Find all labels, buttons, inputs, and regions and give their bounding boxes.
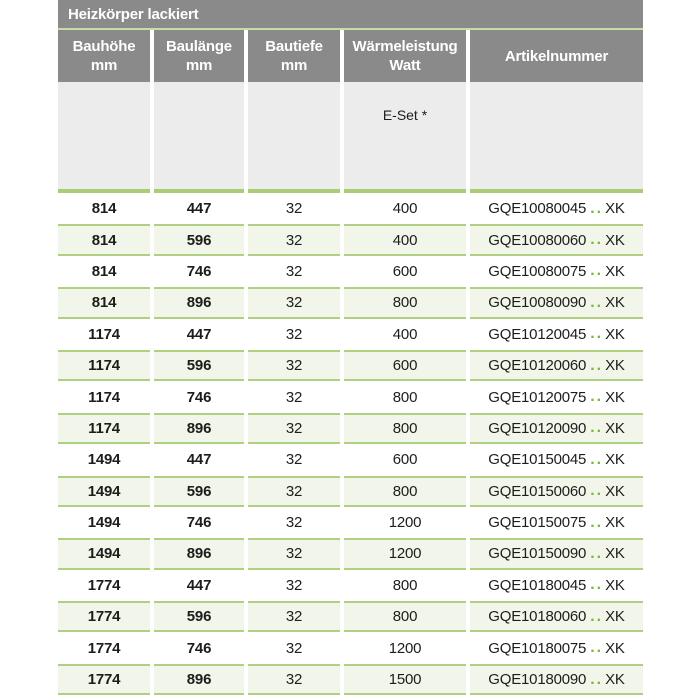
cell-bautiefe: 32	[248, 507, 340, 538]
cell-bautiefe: 32	[248, 381, 340, 412]
cell-baulaenge: 746	[154, 507, 244, 538]
artikel-prefix: GQE10150060	[488, 482, 587, 500]
cell-waermeleistung: 1200	[344, 632, 466, 663]
cell-baulaenge: 746	[154, 381, 244, 412]
table-row	[58, 193, 643, 224]
subheader-cell-eset: E-Set *	[344, 82, 466, 189]
cell-artikelnummer	[470, 350, 643, 381]
artikel-color-dots: ..	[590, 607, 604, 625]
cell-bauhoehe: 1494	[58, 476, 150, 507]
artikel-prefix: GQE10180045	[488, 576, 587, 594]
artikel-suffix: XK	[605, 419, 625, 437]
cell-bautiefe: 32	[248, 601, 340, 632]
cell-artikelnummer	[470, 193, 643, 224]
artikel-prefix: GQE10080060	[488, 231, 587, 249]
cell-artikelnummer	[470, 632, 643, 663]
cell-baulaenge: 447	[154, 444, 244, 475]
cell-bauhoehe: 1174	[58, 350, 150, 381]
artikel-suffix: XK	[605, 671, 625, 689]
column-header-label: Artikelnummer	[504, 47, 609, 65]
column-header-artikelnummer	[470, 30, 643, 82]
cell-waermeleistung: 800	[344, 601, 466, 632]
table-row	[58, 224, 643, 255]
subheader-cell-empty	[154, 82, 244, 189]
cell-artikelnummer	[470, 413, 643, 444]
artikel-prefix: GQE10120075	[488, 388, 587, 406]
cell-baulaenge: 746	[154, 256, 244, 287]
artikel-color-dots: ..	[590, 482, 604, 500]
cell-bautiefe: 32	[248, 256, 340, 287]
cell-waermeleistung: 1500	[344, 664, 466, 695]
cell-bautiefe: 32	[248, 570, 340, 601]
artikel-color-dots: ..	[590, 293, 604, 311]
cell-bauhoehe: 814	[58, 224, 150, 255]
artikel-color-dots: ..	[590, 513, 604, 531]
cell-bautiefe: 32	[248, 287, 340, 318]
column-header-baulaenge	[154, 30, 244, 82]
subheader-row	[58, 82, 643, 189]
cell-bauhoehe: 1774	[58, 632, 150, 663]
artikel-color-dots: ..	[590, 388, 604, 406]
artikel-suffix: XK	[605, 639, 625, 657]
cell-bauhoehe: 814	[58, 193, 150, 224]
table-row	[58, 350, 643, 381]
cell-artikelnummer	[470, 224, 643, 255]
artikel-prefix: GQE10180075	[488, 639, 587, 657]
column-header-unit: mm	[280, 57, 308, 74]
cell-baulaenge: 447	[154, 319, 244, 350]
table-row	[58, 632, 643, 663]
cell-bautiefe: 32	[248, 319, 340, 350]
cell-baulaenge: 447	[154, 570, 244, 601]
cell-bautiefe: 32	[248, 413, 340, 444]
artikel-prefix: GQE10080045	[488, 200, 587, 218]
cell-bautiefe: 32	[248, 664, 340, 695]
cell-artikelnummer	[470, 476, 643, 507]
artikel-prefix: GQE10120090	[488, 419, 587, 437]
artikel-color-dots: ..	[590, 670, 604, 688]
artikel-suffix: XK	[605, 357, 625, 375]
artikel-color-dots: ..	[590, 325, 604, 343]
cell-artikelnummer	[470, 601, 643, 632]
artikel-suffix: XK	[605, 388, 625, 406]
table-row	[58, 507, 643, 538]
cell-bauhoehe: 814	[58, 256, 150, 287]
artikel-suffix: XK	[605, 482, 625, 500]
artikel-prefix: GQE10080090	[488, 294, 587, 312]
cell-bauhoehe: 1774	[58, 570, 150, 601]
cell-artikelnummer	[470, 256, 643, 287]
artikel-color-dots: ..	[590, 262, 604, 280]
cell-artikelnummer	[470, 381, 643, 412]
column-header-unit: mm	[185, 57, 213, 74]
column-header-bautiefe	[248, 30, 340, 82]
artikel-suffix: XK	[605, 262, 625, 280]
cell-artikelnummer	[470, 538, 643, 569]
artikel-color-dots: ..	[590, 544, 604, 562]
cell-artikelnummer	[470, 287, 643, 318]
cell-bauhoehe: 1174	[58, 319, 150, 350]
artikel-prefix: GQE10080075	[488, 262, 587, 280]
artikel-suffix: XK	[605, 514, 625, 532]
column-header-unit: Watt	[389, 57, 421, 74]
artikel-color-dots: ..	[590, 450, 604, 468]
cell-bauhoehe: 1174	[58, 381, 150, 412]
cell-waermeleistung: 800	[344, 413, 466, 444]
artikel-prefix: GQE10120060	[488, 357, 587, 375]
artikel-prefix: GQE10150090	[488, 545, 587, 563]
artikel-suffix: XK	[605, 576, 625, 594]
table-row	[58, 319, 643, 350]
artikel-prefix: GQE10120045	[488, 325, 587, 343]
cell-waermeleistung: 1200	[344, 538, 466, 569]
subheader-cell-empty	[470, 82, 643, 189]
table-row	[58, 413, 643, 444]
artikel-suffix: XK	[605, 231, 625, 249]
column-header-label: Baulänge	[166, 38, 232, 55]
cell-waermeleistung: 600	[344, 444, 466, 475]
table-row	[58, 538, 643, 569]
table-row	[58, 664, 643, 695]
cell-artikelnummer	[470, 570, 643, 601]
artikel-suffix: XK	[605, 325, 625, 343]
cell-bautiefe: 32	[248, 476, 340, 507]
cell-artikelnummer	[470, 664, 643, 695]
cell-waermeleistung: 800	[344, 476, 466, 507]
cell-waermeleistung: 800	[344, 381, 466, 412]
subheader-cell-empty	[58, 82, 150, 189]
cell-bautiefe: 32	[248, 350, 340, 381]
cell-waermeleistung: 800	[344, 287, 466, 318]
artikel-color-dots: ..	[590, 639, 604, 657]
column-header-waermeleistung	[344, 30, 466, 82]
cell-bautiefe: 32	[248, 538, 340, 569]
cell-bautiefe: 32	[248, 444, 340, 475]
cell-baulaenge: 596	[154, 350, 244, 381]
artikel-color-dots: ..	[590, 419, 604, 437]
cell-waermeleistung: 400	[344, 193, 466, 224]
table-row	[58, 570, 643, 601]
cell-bauhoehe: 1774	[58, 601, 150, 632]
artikel-color-dots: ..	[590, 356, 604, 374]
cell-waermeleistung: 1200	[344, 507, 466, 538]
cell-baulaenge: 596	[154, 601, 244, 632]
table-row	[58, 444, 643, 475]
table-body	[58, 193, 643, 695]
artikel-color-dots: ..	[590, 231, 604, 249]
cell-baulaenge: 896	[154, 413, 244, 444]
spec-table	[58, 0, 643, 695]
table-row	[58, 476, 643, 507]
cell-waermeleistung: 800	[344, 570, 466, 601]
table-row	[58, 287, 643, 318]
cell-baulaenge: 896	[154, 664, 244, 695]
cell-waermeleistung: 400	[344, 319, 466, 350]
column-header-row	[58, 30, 643, 82]
cell-bautiefe: 32	[248, 632, 340, 663]
artikel-color-dots: ..	[590, 576, 604, 594]
artikel-suffix: XK	[605, 200, 625, 218]
cell-baulaenge: 896	[154, 538, 244, 569]
cell-bauhoehe: 1494	[58, 538, 150, 569]
cell-waermeleistung: 400	[344, 224, 466, 255]
table-title: Heizkörper lackiert	[68, 5, 199, 23]
table-row	[58, 381, 643, 412]
artikel-prefix: GQE10180090	[488, 671, 587, 689]
cell-bautiefe: 32	[248, 193, 340, 224]
column-header-label: Bautiefe	[265, 38, 323, 55]
cell-bauhoehe: 1494	[58, 507, 150, 538]
column-header-label: Wärmeleistung	[352, 38, 458, 55]
cell-bauhoehe: 1174	[58, 413, 150, 444]
cell-baulaenge: 746	[154, 632, 244, 663]
table-row	[58, 256, 643, 287]
artikel-color-dots: ..	[590, 199, 604, 217]
artikel-suffix: XK	[605, 294, 625, 312]
subheader-cell-empty	[248, 82, 340, 189]
table-title-bar	[58, 0, 643, 30]
cell-bauhoehe: 814	[58, 287, 150, 318]
cell-baulaenge: 447	[154, 193, 244, 224]
artikel-suffix: XK	[605, 608, 625, 626]
cell-bauhoehe: 1774	[58, 664, 150, 695]
artikel-suffix: XK	[605, 451, 625, 469]
cell-baulaenge: 596	[154, 224, 244, 255]
cell-baulaenge: 596	[154, 476, 244, 507]
cell-waermeleistung: 600	[344, 256, 466, 287]
cell-baulaenge: 896	[154, 287, 244, 318]
column-header-label: Bauhöhe	[72, 38, 136, 55]
cell-artikelnummer	[470, 444, 643, 475]
artikel-prefix: GQE10150075	[488, 514, 587, 532]
artikel-prefix: GQE10150045	[488, 451, 587, 469]
column-header-bauhoehe	[58, 30, 150, 82]
cell-artikelnummer	[470, 319, 643, 350]
cell-bauhoehe: 1494	[58, 444, 150, 475]
table-row	[58, 601, 643, 632]
artikel-suffix: XK	[605, 545, 625, 563]
cell-bautiefe: 32	[248, 224, 340, 255]
cell-waermeleistung: 600	[344, 350, 466, 381]
column-header-unit: mm	[90, 57, 118, 74]
cell-artikelnummer	[470, 507, 643, 538]
artikel-prefix: GQE10180060	[488, 608, 587, 626]
